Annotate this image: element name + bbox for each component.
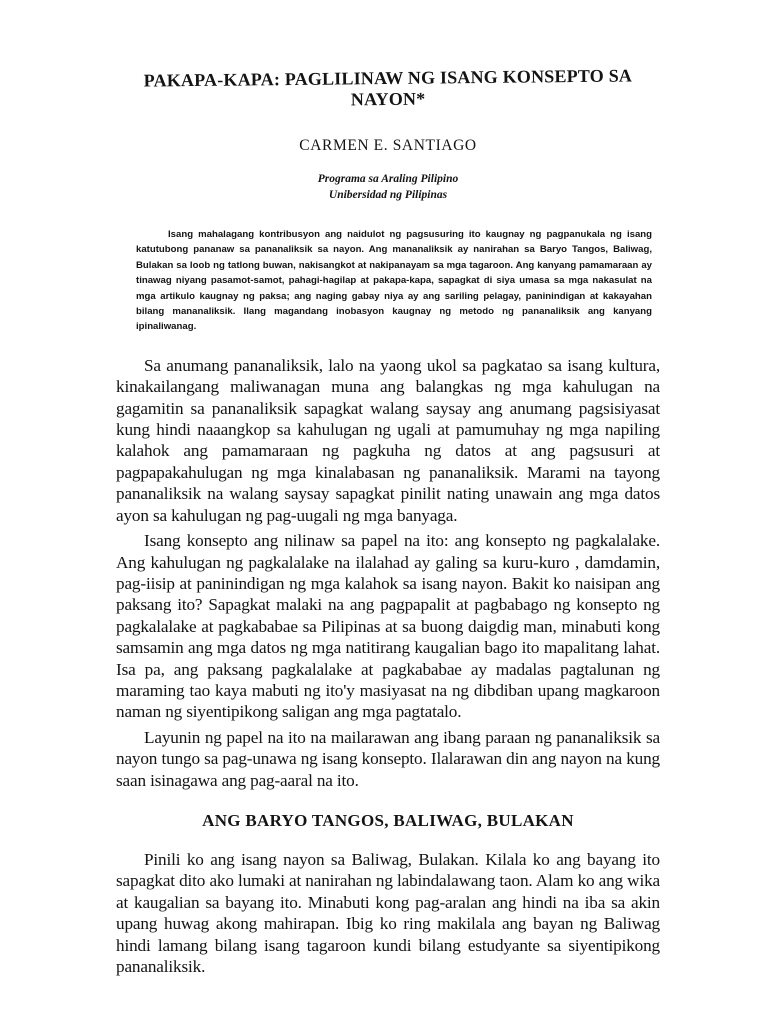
article-body [116,355,660,978]
article-title: PAKAPA-KAPA: PAGLILINAW NG ISANG KONSEPTO SA NAYON* [143,65,633,110]
author-name: CARMEN E. SANTIAGO [299,137,477,154]
body-paragraph-3: Layunin ng papel na ito na mailarawan ang ibang paraan ng pananaliksik sa nayon tungo sa pag-unawa ng isang konsepto. Ilalarawan din ang nayon na kung saan isinagawa ang pag-aaral na ito. [116,727,660,790]
body-paragraph-1: Sa anumang pananaliksik, lalo na yaong ukol sa pagkatao sa isang kultura, kinakailangang maliwanagan muna ang balangkas ng mga kahulugan na gagamitin sa pananaliksik sapagkat walang saysay ang anumang pagsisiyasat kung hindi naaangkop sa kahulugan ng ugali at pamumuhay ng mga napiling kalahok ang pamamaraan ng pagkuha ng datos at ang pagsusuri at pagpapakahulugan ng mga kinalabasan ng pananaliksik. Marami na tayong pananaliksik na walang saysay sapagkat pinilit nating unawain ang mga datos ayon sa kahulugan ng pag-uugali ng mga banyaga. [116,355,660,525]
affiliation-program: Programa sa Araling Pilipino [317,173,459,185]
section-paragraph: Pinili ko ang isang nayon sa Baliwag, Bulakan. Kilala ko ang bayang ito sapagkat dito ako lumaki at nanirahan ng labindalawang taon. Alam ko ang wika at kaugalian sa bayang ito. Minabuti kong pag-aralan ang hindi na iba sa akin upang huwag akong mahirapan. Ibig ko ring makilala ang bayan ng Baliwag hindi lamang bilang isang tagaroon kundi bilang estudyante sa siyentipikong pananaliksik. [116,849,660,976]
author-affiliation [116,171,660,203]
abstract: Isang mahalagang kontribusyon ang naidulot ng pagsusuring ito kaugnay ng pagpanukala ng isang katutubong pananaw sa pananaliksik sa nayon. Ang mananaliksik ay nanirahan sa Baryo Tangos, Baliwag, Bulakan sa loob ng tatlong buwan, nakisangkot at nakipanayam sa mga tagaroon. Ang kanyang pamamaraan ay tinawag niyang pasamot-samot, pahagi-hagilap at pakapa-kapa, sapagkat di siya umasa sa mga nakasulat na mga artikulo kaugnay ng paksa; ang naging gabay niya ay ang sariling pelagay, paninindigan at kakayahan bilang mananaliksik. Ilang magandang inobasyon kaugnay ng metodo ng pananaliksik ang kanyang ipinaliwanag. [136,229,652,333]
affiliation-university: Unibersidad ng Pilipinas [328,189,448,201]
body-paragraph-2: Isang konsepto ang nilinaw sa papel na ito: ang konsepto ng pagkalalake. Ang kahulugan ng pagkalalake na ilalahad ay galing sa kuru-kuro , damdamin, pag-iisip at paninindigan ng mga kalahok sa isang nayon. Bakit ko naisipan ang paksang ito? Sapagkat malaki na ang pagpapalit at pagbabago ng konsepto ng pagkalalake at pagkababae sa Pilipinas at sa buong daigdig man, minabuti kong samsamin ang mga datos ng mga natitirang kaugalian bago ito mapalitang lahat. Isa pa, ang paksang pagkalalake at pagkababae ay madalas pagtalunan ng maraming tao kaya mabuti ng ito'y masiyasat na ng dibdiban upang magkaroon naman ng siyentipikong saligan ang mga pagtatalo. [116,531,660,722]
section-heading: ANG BARYO TANGOS, BALIWAG, BULAKAN [202,810,574,830]
